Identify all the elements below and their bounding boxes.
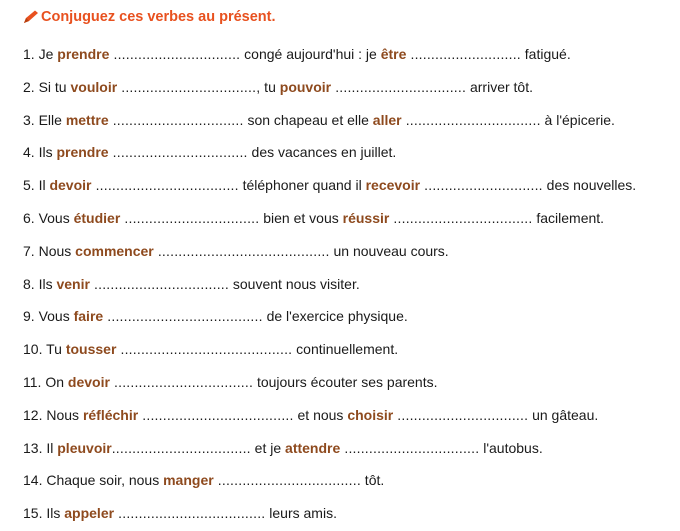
verb-infinitive: réussir [342,210,390,226]
answer-blank: ................................... [213,472,361,489]
exercise-text: téléphoner quand il [238,177,366,194]
exercise-item [23,504,337,522]
exercise-text: continuellement. [292,341,399,358]
exercise-item [23,340,398,358]
exercise-number: 7. [23,242,35,259]
answer-blank: .......................................... [116,341,293,358]
exercise-item [23,111,615,129]
answer-blank: ................................ [108,111,244,128]
exercise-text: Ils [38,275,57,292]
answer-blank: ................................. [340,439,480,456]
answer-blank: ................................., [117,78,261,95]
answer-blank: ................................ [331,78,467,95]
verb-infinitive: devoir [49,177,92,194]
exercise-text: arriver tôt. [466,78,533,95]
verb-infinitive: manger [163,472,214,489]
verb-infinitive: venir [56,275,90,292]
verb-infinitive: devoir [67,374,110,390]
exercise-number: 9. [23,308,35,325]
answer-blank: .................................. [111,439,251,456]
verb-infinitive: mettre [65,111,109,128]
exercise-item [23,176,636,194]
exercise-text: de l'exercice physique. [262,308,408,325]
exercise-text: bien et vous [259,210,343,226]
exercise-number: 13. [23,439,43,456]
answer-blank: ..................................... [138,406,294,423]
exercise-text: facilement. [532,210,605,226]
exercise-text: l'autobus. [479,439,543,456]
exercise-text: toujours écouter ses parents. [253,374,438,390]
exercise-text: Nous [46,406,83,423]
exercise-number: 10. [23,341,43,358]
exercise-text: On [45,374,68,390]
exercise-item [23,406,598,424]
exercise-number: 6. [23,210,35,226]
exercise-number: 5. [23,177,35,194]
exercise-item [23,242,449,260]
exercise-text: Ils [38,144,57,161]
verb-infinitive: réfléchir [82,406,139,423]
exercise-text: Elle [38,111,66,128]
exercise-text: Tu [46,341,66,358]
answer-blank: ................................. [89,275,229,292]
exercise-number: 1. [23,46,35,62]
answer-blank: ................................... [91,177,239,194]
verb-infinitive: prendre [56,144,109,161]
exercise-number: 15. [23,505,43,522]
exercise-item [23,307,408,325]
verb-infinitive: pouvoir [279,78,332,95]
exercise-text: des nouvelles. [542,177,637,194]
verb-infinitive: être [380,46,407,62]
exercise-item [23,45,571,63]
exercise-item [23,439,543,457]
pencil-icon [22,9,40,25]
answer-blank: ............................. [420,177,543,194]
exercise-number: 3. [23,111,35,128]
verb-infinitive: tousser [65,341,117,358]
exercise-title [22,9,276,25]
exercise-item [23,275,360,293]
exercise-text: Chaque soir, nous [46,472,164,489]
exercise-text: Ils [46,505,65,522]
exercise-text: Nous [38,242,76,259]
answer-blank: ................................. [120,210,260,226]
verb-infinitive: choisir [347,406,394,423]
exercise-text: des vacances en juillet. [247,144,397,161]
verb-infinitive: faire [73,308,104,325]
exercise-text: un nouveau cours. [329,242,449,259]
exercise-text: Il [38,177,50,194]
verb-infinitive: vouloir [70,78,118,95]
exercise-text: à l'épicerie. [540,111,615,128]
exercise-title-text: Conjuguez ces verbes au présent. [41,9,276,25]
verb-infinitive: attendre [285,439,341,456]
exercise-text: tôt. [360,472,385,489]
exercise-number: 4. [23,144,35,161]
answer-blank: ................................ [393,406,529,423]
answer-blank: .......................................... [153,242,330,259]
exercise-number: 12. [23,406,43,423]
exercise-number: 8. [23,275,35,292]
answer-blank: ................................. [401,111,541,128]
exercise-text: son chapeau et elle [243,111,373,128]
exercise-text: Il [46,439,58,456]
answer-blank: .................................. [389,210,533,226]
answer-blank: ................................. [108,144,248,161]
answer-blank: .................................... [114,505,266,522]
exercise-text: leurs amis. [265,505,337,522]
verb-infinitive: pleuvoir [57,439,112,456]
exercise-text: tu [260,78,280,95]
verb-infinitive: commencer [75,242,154,259]
exercise-item [23,373,438,391]
exercise-number: 11. [23,374,42,390]
verb-infinitive: étudier [73,210,121,226]
exercise-item [23,471,384,489]
exercise-item [23,143,396,161]
exercise-text: souvent nous visiter. [229,275,360,292]
verb-infinitive: aller [372,111,402,128]
answer-blank: ...................................... [103,308,263,325]
exercise-text: Si tu [38,78,71,95]
exercise-text: et nous [293,406,348,423]
exercise-item [23,209,604,227]
exercise-text: fatigué. [520,46,571,62]
verb-infinitive: appeler [64,505,115,522]
exercise-item [23,78,533,96]
answer-blank: .................................. [109,374,254,390]
exercise-text: Vous [38,210,74,226]
exercise-number: 2. [23,78,35,95]
exercise-text: un gâteau. [528,406,599,423]
verb-infinitive: recevoir [365,177,421,194]
answer-blank: ........................... [406,46,521,62]
verb-infinitive: prendre [57,46,110,62]
exercise-text: congé aujourd'hui : je [240,46,381,62]
answer-blank: ............................... [109,46,241,62]
exercise-text: Je [38,46,58,62]
exercise-number: 14. [23,472,43,489]
exercise-text: Vous [38,308,74,325]
exercise-text: et je [250,439,286,456]
